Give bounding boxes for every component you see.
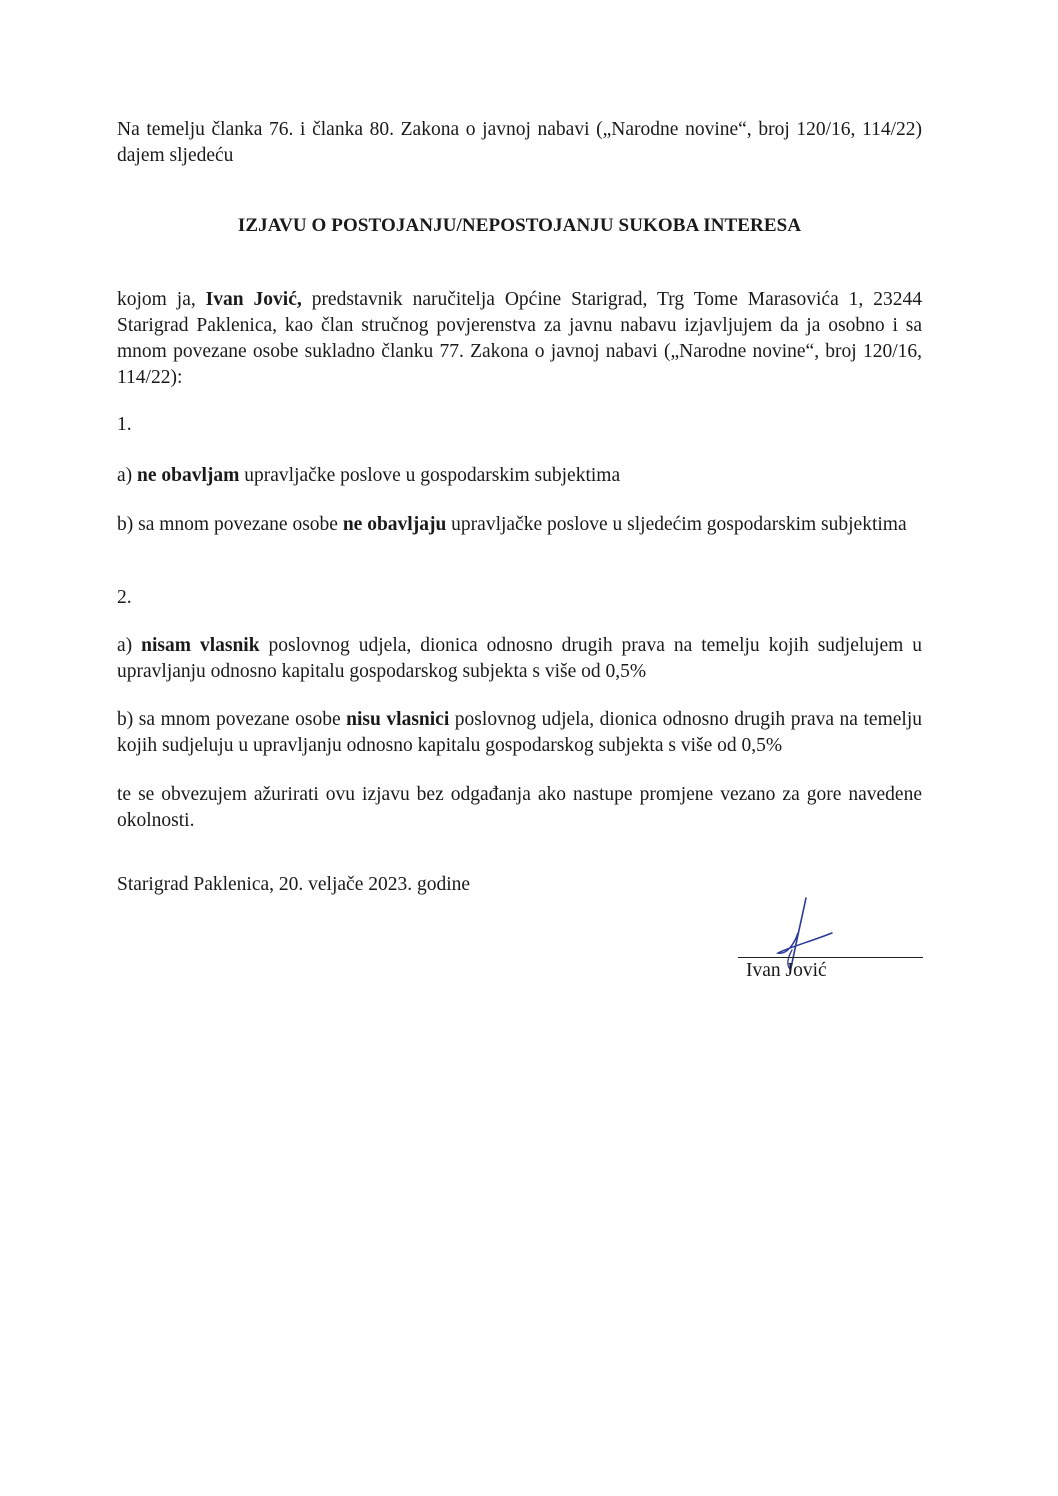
section1-b-prefix: b) sa mnom povezane osobe: [117, 514, 343, 535]
document-title: IZJAVU O POSTOJANJU/NEPOSTOJANJU SUKOBA INTERESA: [237, 215, 802, 236]
section1-a-rest: upravljačke poslove u gospodarskim subjektima: [239, 465, 621, 486]
section1-b-rest: upravljačke poslove u sljedećim gospodarskim subjektima: [446, 514, 907, 535]
section2-item-a: [117, 633, 922, 685]
section2-b-prefix: b) sa mnom povezane osobe: [117, 709, 347, 730]
section2-a-bold: nisam vlasnik: [141, 635, 260, 656]
section1-item-a: [117, 463, 922, 489]
declaration-paragraph: [117, 287, 922, 391]
section1-item-b: [117, 512, 922, 538]
section1-b-bold: ne obavljaju: [342, 514, 447, 535]
declarant-name: Ivan Jović,: [205, 289, 302, 310]
closing-paragraph: te se obvezujem ažurirati ovu izjavu bez odgađanja ako nastupe promjene vezano za gore navedene okolnosti.: [117, 784, 922, 831]
section1-number: 1.: [117, 414, 132, 435]
place-date: Starigrad Paklenica, 20. veljače 2023. godine: [117, 874, 471, 895]
signature-block: [720, 895, 925, 990]
section2-b-rest: poslovnog udjela, dionica odnosno drugih prava na temelju kojih sudjeluju u upravljanju odnosno kapitalu gospodarskog subjekta s više od 0,5%: [117, 709, 922, 756]
signatory-name: Ivan Jović: [746, 960, 827, 981]
section2-a-prefix: a): [117, 635, 142, 656]
intro-text: Na temelju članka 76. i članka 80. Zakona o javnoj nabavi („Narodne novine“, broj 120/16, 114/22) dajem sljedeću: [117, 119, 922, 166]
section1-a-prefix: a): [117, 465, 138, 486]
declaration-rest: predstavnik naručitelja Općine Starigrad, Trg Tome Marasovića 1, 23244 Starigrad Paklenica, kao član stručnog povjerenstva za javnu nabavu izjavljujem da ja osobno i sa mnom povezane osobe sukladno članku 77. Zakona o javnoj nabavi („Narodne novine“, broj 120/16, 114/22):: [117, 289, 922, 388]
declaration-prefix: kojom ja,: [117, 289, 206, 310]
section2-number: 2.: [117, 587, 132, 608]
section1-a-bold: ne obavljam: [137, 465, 240, 486]
section2-a-rest: poslovnog udjela, dionica odnosno drugih prava na temelju kojih sudjelujem u upravljanju odnosno kapitalu gospodarskog subjekta s više od 0,5%: [117, 635, 922, 682]
intro-paragraph: [117, 117, 922, 169]
section2-item-b: [117, 707, 922, 759]
section2-b-bold: nisu vlasnici: [346, 709, 450, 730]
